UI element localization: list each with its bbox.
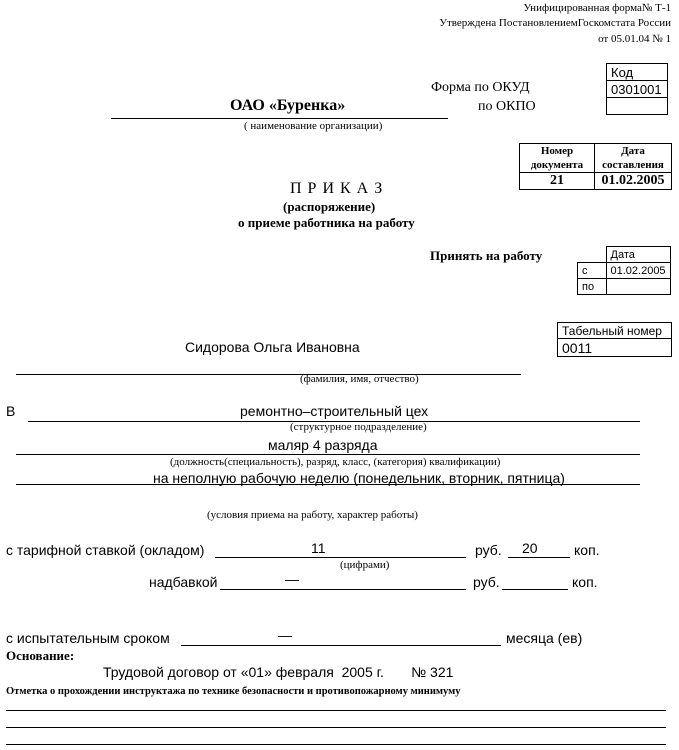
hire-date-header: Дата: [606, 247, 671, 263]
okud-label: Форма по ОКУД: [431, 80, 530, 95]
order-title: П Р И К А З: [290, 180, 384, 197]
salary-rub-label: руб.: [475, 542, 502, 558]
hire-from-date: 01.02.2005: [606, 263, 671, 279]
department-prefix: В: [6, 403, 16, 419]
probation-unit: месяца (ев): [506, 630, 583, 646]
hire-from-label: с: [578, 263, 607, 279]
basis-label: Основание:: [6, 648, 75, 663]
tab-number-table: [557, 322, 672, 357]
department-caption: (структурное подразделение): [290, 421, 427, 433]
code-header: Код: [607, 64, 668, 81]
hire-label: Принять на работу: [430, 248, 543, 263]
bonus-label: надбавкой: [149, 574, 218, 590]
doc-number: 21: [520, 173, 595, 190]
position-caption: (должность(специальность), разряд, класс, (категория) квалификации): [170, 456, 501, 468]
salary-label: с тарифной ставкой (окладом): [6, 542, 205, 558]
salary-rubles: 11: [311, 540, 326, 556]
employee-caption: (фамилия, имя, отчество): [300, 373, 419, 385]
salary-kop-label: коп.: [574, 542, 600, 558]
bonus-kopecks-underline: [502, 589, 568, 590]
order-subject: о приеме работника на работу: [238, 215, 415, 230]
briefing-line-3: [6, 744, 666, 745]
briefing-line-2: [6, 727, 666, 728]
probation-value: —: [278, 627, 292, 643]
basis-value: Трудовой договор от «01» февраля 2005 г. № 321: [103, 664, 454, 680]
tab-number-header: Табельный номер: [558, 323, 672, 339]
salary-rubles-underline: [215, 557, 466, 558]
bonus-underline: [220, 589, 466, 590]
hire-to-date: [606, 279, 671, 295]
doc-date: 01.02.2005: [595, 173, 672, 190]
form-header-line-3: от 05.01.04 № 1: [598, 33, 671, 45]
salary-caption: (цифрами): [340, 559, 390, 571]
employee-name: Сидорова Ольга Ивановна: [185, 339, 360, 355]
bonus-rub-label: руб.: [473, 574, 500, 590]
tab-number-value: 0011: [558, 339, 672, 357]
doc-number-header-line1: Номер: [540, 145, 574, 157]
hire-date-table: [577, 246, 671, 295]
hire-to-label: по: [578, 279, 607, 295]
conditions-underline: [16, 484, 640, 485]
form-header-line-2: Утверждена ПостановлениемГоскомстата России: [439, 17, 671, 29]
position-underline: [16, 454, 640, 455]
doc-date-header-line1: Дата: [621, 145, 645, 157]
bonus-value: —: [285, 571, 299, 587]
order-subtitle: (распоряжение): [283, 199, 376, 214]
code-table: [606, 63, 668, 115]
department-value: ремонтно–строительный цех: [240, 403, 429, 419]
position-value: маляр 4 разряда: [268, 437, 378, 453]
doc-number-header-line2: документа: [530, 159, 584, 171]
organization-underline: [111, 118, 448, 119]
probation-underline: [181, 645, 501, 646]
doc-date-header-line2: составления: [602, 159, 664, 171]
doc-date-header: [595, 144, 672, 173]
organization-caption: ( наименование организации): [244, 120, 383, 132]
okpo-code: [607, 98, 668, 115]
probation-label: с испытательным сроком: [6, 630, 170, 646]
employee-underline: [16, 374, 521, 375]
salary-kopecks: 20: [522, 540, 538, 556]
document-table: [519, 143, 672, 190]
organization-name: ОАО «Буренка»: [230, 97, 346, 114]
bonus-kop-label: коп.: [572, 574, 598, 590]
okud-code: 0301001: [607, 81, 668, 98]
briefing-line-1: [6, 710, 666, 711]
form-header-line-1: Унифицированная форма№ Т-1: [523, 2, 671, 14]
salary-kopecks-underline: [508, 557, 570, 558]
okpo-label: по ОКПО: [478, 99, 536, 114]
doc-number-header: [520, 144, 595, 173]
conditions-caption: (условия приема на работу, характер работы): [207, 509, 418, 521]
conditions-value: на неполную рабочую неделю (понедельник, вторник, пятница): [153, 470, 565, 486]
briefing-label: Отметка о прохождении инструктажа по технике безопасности и противопожарному минимуму: [6, 686, 461, 697]
